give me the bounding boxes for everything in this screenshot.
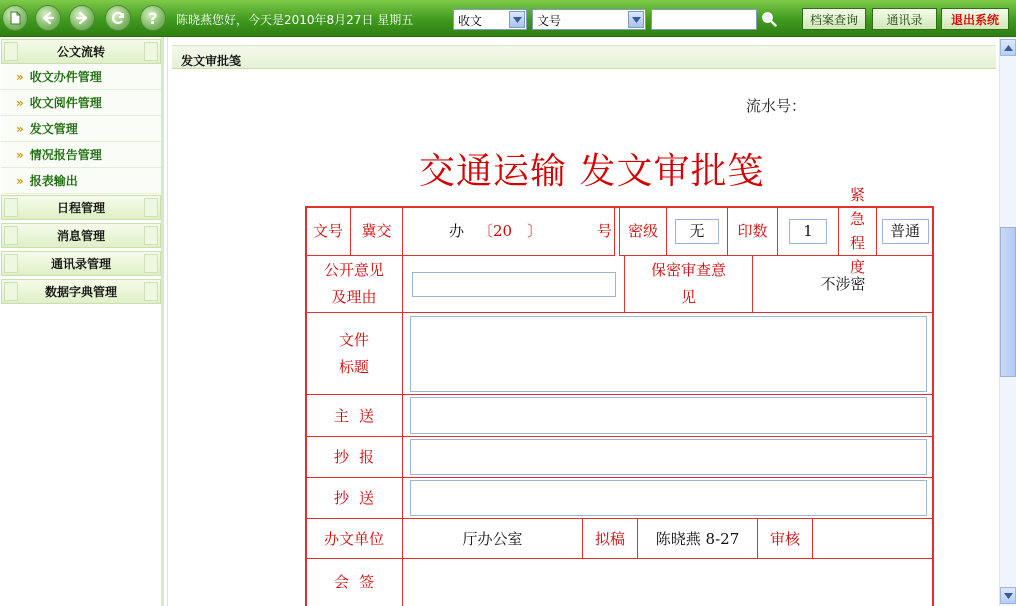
field-select-value: 文号 xyxy=(537,14,562,28)
top-toolbar xyxy=(0,0,1016,37)
double-chevron-icon: » xyxy=(16,173,23,188)
sidebar-item-report-output[interactable] xyxy=(1,168,161,194)
document-title-cell xyxy=(403,313,934,395)
back-arrow-icon[interactable] xyxy=(35,5,61,31)
sidebar-section-document-flow[interactable]: 公文流转 xyxy=(1,39,161,64)
page-title: 发文审批笺 xyxy=(172,45,996,69)
disclosure-opinion-cell xyxy=(403,256,625,313)
double-chevron-icon: » xyxy=(16,121,23,136)
secret-level-field[interactable]: 无 xyxy=(675,219,719,244)
cc-report-label: 抄报 xyxy=(305,437,403,478)
issuing-unit-label: 办文单位 xyxy=(305,519,403,559)
category-select-value: 收文 xyxy=(458,14,483,28)
issuing-unit-value: 厅办公室 xyxy=(403,519,583,559)
sidebar-item-incoming-handling[interactable] xyxy=(1,64,161,90)
print-count-cell xyxy=(778,206,839,256)
confidentiality-review-value: 不涉密 xyxy=(753,256,934,313)
exit-system-button[interactable]: 退出系统 xyxy=(941,8,1009,30)
sidebar-section-schedule[interactable]: 日程管理 xyxy=(1,195,161,220)
chevron-down-icon xyxy=(628,11,644,28)
scroll-down-icon[interactable] xyxy=(1000,587,1016,604)
urgency-field[interactable]: 普通 xyxy=(882,219,929,244)
vertical-scrollbar[interactable] xyxy=(999,37,1016,606)
main-content xyxy=(167,37,999,606)
sidebar-item-status-report[interactable] xyxy=(1,142,161,168)
doc-number-label: 文号 xyxy=(305,206,351,256)
countersign-label: 会签 xyxy=(305,559,403,606)
help-glyph: ? xyxy=(148,8,158,28)
countersign-value xyxy=(403,559,934,606)
document-title-input[interactable] xyxy=(410,316,927,392)
double-chevron-icon: » xyxy=(16,95,23,110)
main-recipient-cell xyxy=(403,395,934,437)
contacts-button[interactable]: 通讯录 xyxy=(872,8,937,30)
sidebar-item-label: 报表输出 xyxy=(29,174,78,188)
sidebar-section-dictionary[interactable]: 数据字典管理 xyxy=(1,279,161,304)
help-icon[interactable] xyxy=(140,5,166,31)
sidebar-section-messages[interactable]: 消息管理 xyxy=(1,223,161,248)
doc-number-ban: 办 xyxy=(449,222,465,240)
drafter-label: 拟稿 xyxy=(583,519,638,559)
category-select[interactable] xyxy=(453,9,527,30)
form-title: 交通运输 发文审批笺 xyxy=(419,151,765,192)
sidebar xyxy=(0,37,164,606)
doc-number-year: 〔20 〕 xyxy=(478,222,543,240)
archive-query-button[interactable]: 档案查询 xyxy=(802,8,866,30)
reviewer-label: 审核 xyxy=(758,519,813,559)
refresh-icon[interactable] xyxy=(105,5,131,31)
reviewer-value xyxy=(813,519,934,559)
disclosure-opinion-input[interactable] xyxy=(412,272,616,297)
scroll-up-icon[interactable] xyxy=(1000,39,1016,56)
sidebar-item-label: 情况报告管理 xyxy=(29,148,102,162)
sidebar-item-label: 收文办件管理 xyxy=(29,70,102,84)
urgency-cell xyxy=(877,206,934,256)
secret-level-cell xyxy=(667,206,728,256)
cc-send-input[interactable] xyxy=(410,480,927,516)
cc-report-cell xyxy=(403,437,934,478)
print-count-field[interactable]: 1 xyxy=(789,219,827,244)
cc-report-input[interactable] xyxy=(410,439,927,475)
sidebar-item-label: 收文阅件管理 xyxy=(29,96,102,110)
sidebar-item-label: 发文管理 xyxy=(29,122,78,136)
search-icon[interactable] xyxy=(761,11,777,27)
doc-number-suffix: 号 xyxy=(596,222,612,240)
double-chevron-icon: » xyxy=(16,69,23,84)
field-select[interactable] xyxy=(532,9,646,30)
serial-number-label: 流水号： xyxy=(746,97,807,115)
chevron-down-icon xyxy=(509,11,525,28)
urgency-label: 紧急程度 xyxy=(839,206,877,256)
main-recipient-input[interactable] xyxy=(410,397,927,434)
disclosure-opinion-label: 公开意见及理由 xyxy=(305,256,403,313)
sidebar-item-incoming-reading[interactable] xyxy=(1,90,161,116)
confidentiality-review-label: 保密审查意见 xyxy=(625,256,753,313)
main-recipient-label: 主送 xyxy=(305,395,403,437)
sidebar-section-contacts[interactable]: 通讯录管理 xyxy=(1,251,161,276)
greeting-text: 陈晓燕您好，今天是2010年8月27日 星期五 xyxy=(176,13,414,27)
print-count-label: 印数 xyxy=(728,206,778,256)
scroll-thumb[interactable] xyxy=(1000,227,1016,377)
sidebar-item-outgoing[interactable] xyxy=(1,116,161,142)
doc-number-prefix: 冀交 xyxy=(351,206,403,256)
cc-send-cell xyxy=(403,478,934,519)
document-title-label: 文件标题 xyxy=(305,313,403,395)
cc-send-label: 抄送 xyxy=(305,478,403,519)
new-document-icon[interactable] xyxy=(2,5,28,31)
double-chevron-icon: » xyxy=(16,147,23,162)
forward-arrow-icon[interactable] xyxy=(69,5,95,31)
drafter-value: 陈晓燕 8-27 xyxy=(638,519,758,559)
search-input[interactable] xyxy=(651,9,757,30)
secret-level-label: 密级 xyxy=(619,206,667,256)
doc-number-body xyxy=(403,206,615,256)
